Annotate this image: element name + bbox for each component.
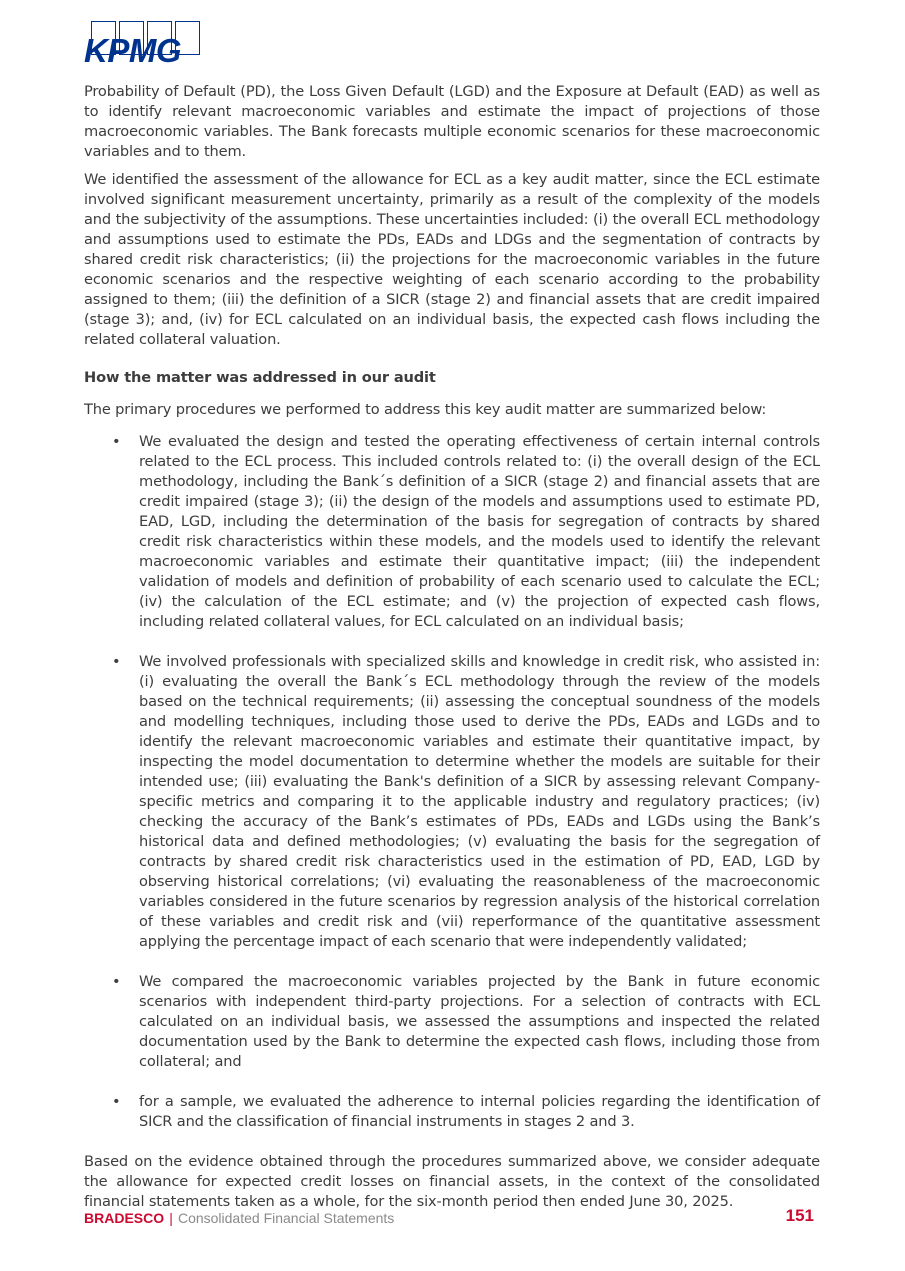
bullet-icon: • <box>112 1093 121 1110</box>
paragraph-key-audit-matter: We identified the assessment of the allowance for ECL as a key audit matter, since the ECL estimate involved significant measurement uncertainty, primarily as a result of the complexity of the models and the subjectivity of the assumptions. These uncertainties included: (i) the overall ECL methodology and assumptions used to estimate the PDs, EADs and LDGs and the segmentation of contracts by shared credit risk characteristics; (ii) the projections for the macroeconomic variables in the future economic scenarios and the respective weighting of each scenario according to the probability assigned to them; (iii) the definition of a SICR (stage 2) and financial assets that are credit impaired (stage 3); and, (iv) for ECL calculated on an individual basis, the expected cash flows including the related collateral valuation. <box>84 171 820 348</box>
list-item-text: We compared the macroeconomic variables projected by the Bank in future economic scenarios with independent third-party projections. For a selection of contracts with ECL calculated on an individual basis, we assessed the assumptions and inspected the related documentation used by the Bank to determine the expected cash flows, including those from collateral; and <box>139 973 820 1070</box>
list-item <box>84 432 820 632</box>
kpmg-logo-text: KPMG <box>84 32 181 69</box>
procedures-list <box>84 432 820 1132</box>
footer-document-title: Consolidated Financial Statements <box>177 1210 395 1226</box>
page-footer <box>84 1208 820 1230</box>
bullet-icon: • <box>112 433 121 450</box>
list-item <box>84 972 820 1072</box>
list-item-text: We evaluated the design and tested the operating effectiveness of certain internal controls related to the ECL process. This included controls related to: (i) the overall design of the ECL methodology, including the Bank´s definition of a SICR (stage 2) and financial assets that are credit impaired (stage 3); (ii) the design of the models and assumptions used to estimate PD, EAD, LGD, including the determination of the basis for segregation of contracts by shared credit risk characteristics within these models, and the models used to identify the relevant macroeconomic variables and estimate their quantitative impact; (iii) the independent validation of models and definition of probability of each scenario used to calculate the ECL; (iv) the calculation of the ECL estimate; and (v) the projection of expected cash flows, including related collateral values, for ECL calculated on an individual basis; <box>139 433 820 630</box>
kpmg-logo <box>84 20 202 68</box>
paragraph-risk-parameters: Probability of Default (PD), the Loss Given Default (LGD) and the Exposure at Default (EAD) as well as to identify relevant macroeconomic variables and estimate the impact of projections of those macroeconomic variables. The Bank forecasts multiple economic scenarios for these macroeconomic variables and to them. <box>84 83 820 160</box>
list-item <box>84 652 820 952</box>
list-item-text: We involved professionals with specialized skills and knowledge in credit risk, who assisted in: (i) evaluating the overall the Bank´s ECL methodology through the review of the models based on the technical requirements; (ii) assessing the conceptual soundness of the models and modelling techniques, including those used to derive the PDs, EADs and LGDs and to identify the relevant macroeconomic variables and estimate their quantitative impact, by inspecting the model documentation to determine whether the models are suitable for their intended use; (iii) evaluating the Bank's definition of a SICR by assessing relevant Company-specific metrics and comparing it to the applicable industry and regulatory practices; (iv) checking the accuracy of the Bank’s estimates of PDs, EADs and LGDs using the Bank’s historical data and defined methodologies; (v) evaluating the basis for the segregation of contracts by shared credit risk characteristics used in the estimation of PD, EAD, LGD by observing historical correlations; (vi) evaluating the reasonableness of the macroeconomic variables considered in the future scenarios by regression analysis of the historical correlation of these variables and credit risk and (vii) reperformance of the quantitative assessment applying the percentage impact of each scenario that were independently validated; <box>139 653 820 950</box>
section-heading: How the matter was addressed in our audit <box>84 369 436 386</box>
procedures-intro: The primary procedures we performed to address this key audit matter are summarized below: <box>84 401 767 418</box>
paragraph-conclusion: Based on the evidence obtained through the procedures summarized above, we consider adequate the allowance for expected credit losses on financial assets, in the context of the consolidated financial statements taken as a whole, for the six-month period then ended June 30, 2025. <box>84 1153 820 1210</box>
bullet-icon: • <box>112 653 121 670</box>
footer-brand: BRADESCO <box>84 1210 165 1226</box>
bullet-icon: • <box>112 973 121 990</box>
footer-separator: | <box>169 1210 173 1226</box>
page-number: 151 <box>785 1206 814 1225</box>
main-content <box>84 82 820 1212</box>
list-item <box>84 1092 820 1132</box>
list-item-text: for a sample, we evaluated the adherence to internal policies regarding the identification of SICR and the classification of financial instruments in stages 2 and 3. <box>139 1093 820 1130</box>
